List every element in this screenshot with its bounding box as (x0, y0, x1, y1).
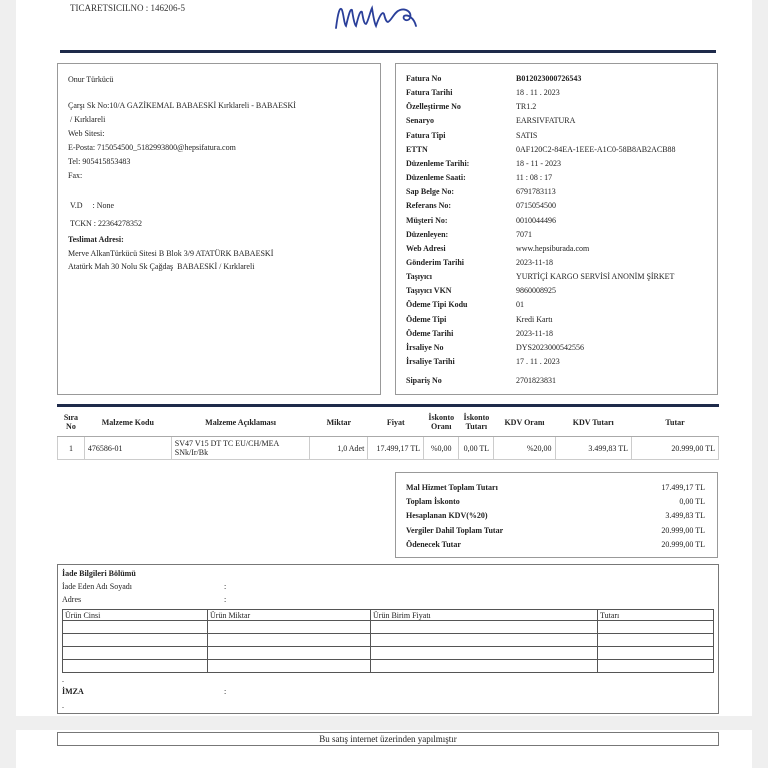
invoice-field-label: Sipariş No (406, 376, 442, 386)
cell-kdv-orani: %20,00 (494, 437, 555, 460)
trade-registry-number: TICARETSICILNO : 146206-5 (70, 3, 185, 13)
return-col-urun-cinsi: Ürün Cinsi (63, 610, 208, 621)
invoice-field-value: B012023000726543 (516, 74, 582, 83)
invoice-field-label: Taşıyıcı VKN (406, 286, 452, 296)
invoice-field-label: Düzenleme Saati: (406, 173, 466, 183)
seller-tax-office: V.D : None (70, 201, 115, 210)
signature-label: İMZA (62, 687, 84, 696)
return-name-colon: : (224, 582, 227, 591)
invoice-field-label: Fatura No (406, 74, 442, 83)
invoice-field-value: 6791783113 (516, 187, 556, 197)
total-value: 20.999,00 TL (661, 539, 705, 549)
invoice-field-label: İrsaliye Tarihi (406, 357, 455, 366)
seller-tckn: TCKN : 22364278352 (70, 219, 142, 228)
seller-info-box (57, 63, 381, 395)
col-header-fiyat: Fiyat (368, 408, 424, 437)
col-header-kdv-tutari: KDV Tutarı (555, 408, 632, 437)
table-row (63, 647, 714, 660)
invoice-field-value: 2023-11-18 (516, 257, 554, 267)
col-header-sira-no: Sıra No (58, 408, 85, 437)
return-col-urun-miktar: Ürün Miktar (208, 610, 371, 621)
col-header-tutar: Tutar (632, 408, 719, 437)
table-row (63, 621, 714, 634)
invoice-field-label: İrsaliye No (406, 342, 444, 352)
seller-fax: Fax: (68, 171, 83, 180)
total-value: 17.499,17 TL (661, 483, 705, 492)
invoice-field-value: 2701823831 (516, 376, 556, 386)
total-label: Toplam İskonto (406, 497, 460, 507)
invoice-field-value: TR1.2 (516, 102, 537, 112)
total-value: 3.499,83 TL (665, 511, 705, 521)
cell-miktar: 1,0 Adet (310, 437, 368, 460)
invoice-field-value: DYS2023000542556 (516, 342, 585, 352)
invoice-field-label: Gönderim Tarihi (406, 257, 465, 267)
internet-sale-note: Bu satış internet üzerinden yapılmıştır (57, 732, 719, 746)
total-value: 0,00 TL (679, 497, 705, 507)
seller-phone: Tel: 905415853483 (68, 157, 131, 166)
return-address-colon: : (224, 595, 227, 604)
invoice-field-label: Senaryo (406, 116, 434, 126)
invoice-field-label: ETTN (406, 144, 428, 154)
invoice-field-value: EARSIVFATURA (516, 116, 576, 126)
invoice-field-label: Ödeme Tipi Kodu (406, 300, 468, 310)
return-address-label: Adres (62, 595, 82, 604)
return-dot-2: . (62, 701, 64, 710)
return-col-tutari: Tutarı (598, 610, 714, 621)
invoice-field-label: Referans No: (406, 201, 452, 211)
cell-kdv-tutari: 3.499,83 TL (555, 437, 632, 460)
return-section-title: İade Bilgileri Bölümü (62, 569, 136, 578)
signature-image (330, 0, 430, 40)
header-divider (60, 50, 716, 53)
total-label: Vergiler Dahil Toplam Tutar (406, 525, 504, 535)
cell-sira-no: 1 (58, 437, 85, 460)
invoice-field-label: Fatura Tarihi (406, 88, 453, 98)
signature-colon: : (224, 687, 227, 696)
return-col-birim-fiyati: Ürün Birim Fiyatı (371, 610, 598, 621)
total-value: 20.999,00 TL (661, 525, 705, 535)
invoice-details-box (395, 63, 718, 395)
invoice-field-value: Kredi Kartı (516, 314, 553, 324)
seller-address-line2: / Kırklareli (70, 115, 106, 124)
invoice-field-label: Fatura Tipi (406, 130, 446, 140)
cell-iskonto-tutari: 0,00 TL (459, 437, 494, 460)
invoice-field-value: 18 . 11 . 2023 (516, 88, 560, 98)
invoice-field-label: Sap Belge No: (406, 187, 454, 197)
cell-malzeme-aciklamasi: SV47 V15 DT TC EU/CH/MEA SNk/Ir/Bk (171, 437, 310, 460)
invoice-field-value: www.hepsiburada.com (516, 243, 590, 253)
invoice-field-label: Düzenleme Tarihi: (406, 158, 470, 168)
table-row (63, 660, 714, 673)
invoice-field-value: 2023-11-18 (516, 328, 554, 338)
col-header-kdv-orani: KDV Oranı (494, 408, 555, 437)
invoice-field-value: 11 : 08 : 17 (516, 173, 553, 183)
return-dot-1: . (62, 675, 64, 684)
table-row (58, 437, 719, 460)
invoice-field-value: 0AF120C2-84EA-1EEE-A1C0-58B8AB2ACB88 (516, 144, 676, 154)
col-header-iskonto-orani: İskonto Oranı (424, 408, 459, 437)
invoice-field-label: Web Adresi (406, 243, 446, 253)
cell-malzeme-kodu: 476586-01 (84, 437, 171, 460)
invoice-field-label: Ödeme Tipi (406, 314, 447, 324)
return-name-label: İade Eden Adı Soyadı (62, 582, 132, 591)
seller-address-line1: Çarşı Sk No:10/A GAZİKEMAL BABAESKİ Kırklareli - BABAESKİ (68, 101, 296, 110)
invoice-field-value: YURTİÇİ KARGO SERVİSİ ANONİM ŞİRKET (516, 272, 675, 282)
invoice-field-label: Müşteri No: (406, 215, 448, 225)
seller-name: Onur Türkücü (68, 75, 114, 84)
seller-email: E-Posta: 715054500_5182993800@hepsifatura.com (68, 143, 236, 152)
total-label: Ödenecek Tutar (406, 539, 461, 549)
total-label: Mal Hizmet Toplam Tutarı (406, 483, 498, 492)
col-header-miktar: Miktar (310, 408, 368, 437)
invoice-field-value: SATIS (516, 130, 538, 140)
invoice-field-value: 0715054500 (516, 201, 556, 211)
return-items-table (62, 609, 714, 673)
invoice-field-label: Düzenleyen: (406, 229, 449, 239)
items-table (57, 408, 719, 460)
totals-box (395, 472, 718, 558)
invoice-field-label: Ödeme Tarihi (406, 328, 454, 338)
seller-website: Web Sitesi: (68, 129, 105, 138)
cell-tutar: 20.999,00 TL (632, 437, 719, 460)
invoice-field-value: 9860008925 (516, 286, 556, 296)
total-label: Hesaplanan KDV(%20) (406, 511, 488, 521)
items-table-header (58, 408, 719, 437)
cell-fiyat: 17.499,17 TL (368, 437, 424, 460)
cell-iskonto-orani: %0,00 (424, 437, 459, 460)
col-header-malzeme-aciklamasi: Malzeme Açıklaması (171, 408, 310, 437)
delivery-address-title: Teslimat Adresi: (68, 235, 124, 244)
invoice-field-value: 18 - 11 - 2023 (516, 158, 562, 168)
col-header-iskonto-tutari: İskonto Tutarı (459, 408, 494, 437)
invoice-field-value: 7071 (516, 229, 532, 239)
invoice-field-value: 01 (516, 300, 524, 310)
col-header-malzeme-kodu: Malzeme Kodu (84, 408, 171, 437)
invoice-field-value: 0010044496 (516, 215, 556, 225)
invoice-field-label: Taşıyıcı (406, 272, 432, 282)
table-row (63, 634, 714, 647)
invoice-field-value: 17 . 11 . 2023 (516, 357, 560, 366)
return-info-section (57, 564, 719, 714)
delivery-address-line2: Atatürk Mah 30 Nolu Sk Çağdaş BABAESKİ / Kırklareli (68, 262, 255, 271)
items-table-divider (57, 404, 719, 407)
return-table-header (63, 610, 714, 621)
delivery-address-line1: Merve AlkanTürkücü Sitesi B Blok 3/9 ATATÜRK BABAESKİ (68, 249, 274, 258)
invoice-field-label: Özelleştirme No (406, 102, 461, 112)
